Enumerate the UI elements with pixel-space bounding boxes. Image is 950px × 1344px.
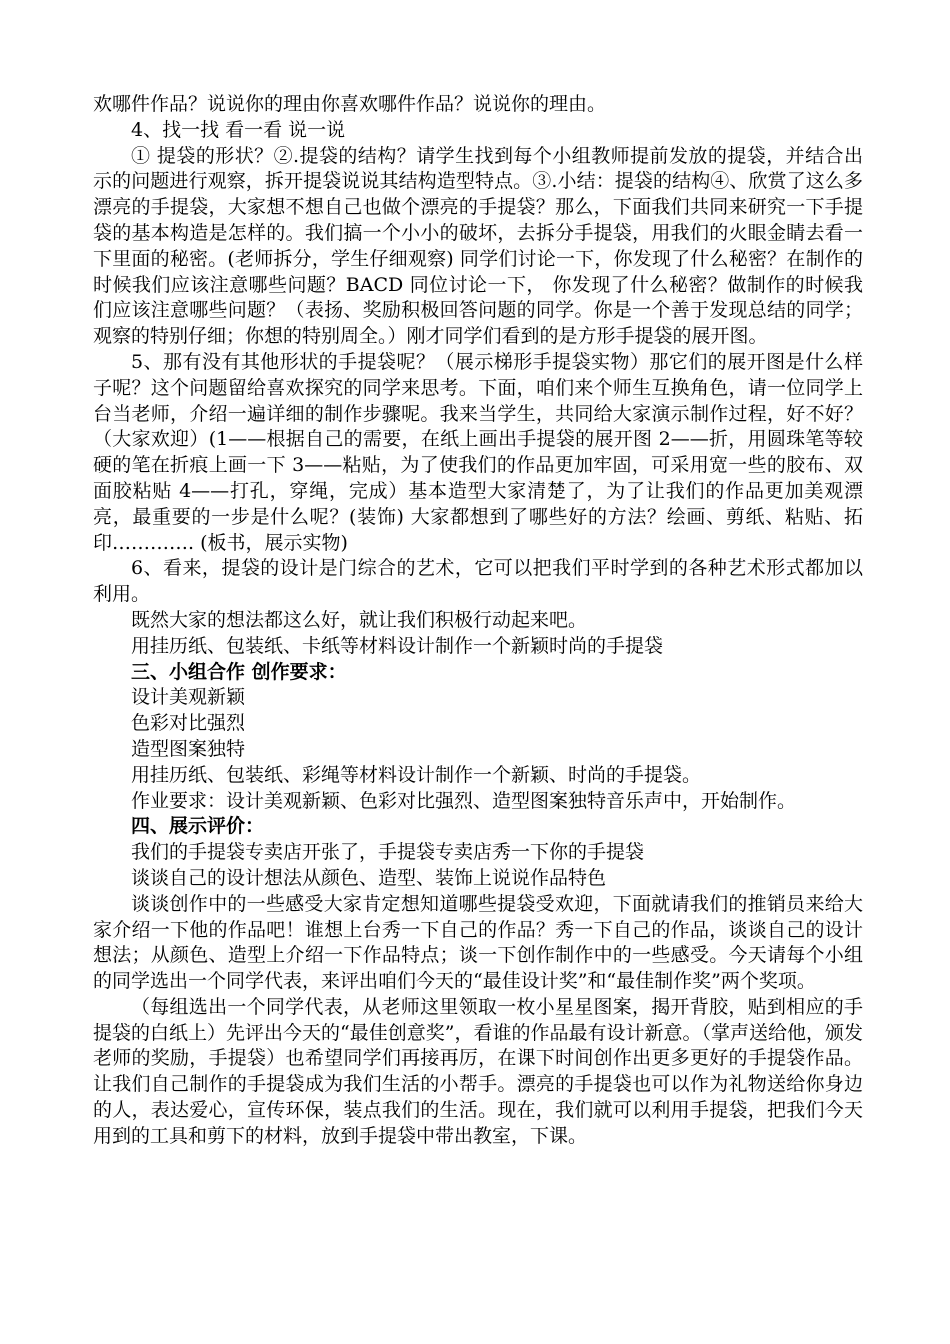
document-page [93,92,863,1150]
paragraph-awards: （每组选出一个同学代表，从老师这里领取一枚小星星图案，揭开背胶，贴到相应的手提袋的白纸上）先评出今天的“最佳创意奖”，看谁的作品最有设计新意。（掌声送给他，颁发老师的奖励，手提袋）也希望同学们再接再厉，在课下时间创作出更多更好的手提袋作品。让我们自己制作的手提袋成为我们生活的小帮手。漂亮的手提袋也可以作为礼物送给你身边的人，表达爱心，宣传环保，装点我们的生活。现在，我们就可以利用手提袋，把我们今天用到的工具和剪下的材料，放到手提袋中带出教室，下课。 [93,995,863,1147]
line-action-call: 既然大家的想法都这么好，就让我们积极行动起来吧。 [131,608,588,631]
requirement-item-2: 色彩对比强烈 [131,712,246,735]
section-heading-3: 三、小组合作 创作要求： [131,660,347,683]
evaluation-line-1: 我们的手提袋专卖店开张了，手提袋专卖店秀一下你的手提袋 [131,841,645,864]
paragraph-step-6: 6、看来，提袋的设计是门综合的艺术，它可以把我们平时学到的各种艺术形式都加以利用。 [93,557,863,606]
evaluation-line-2: 谈谈自己的设计想法从颜色、造型、装饰上说说作品特色 [131,866,607,889]
homework-requirement: 作业要求：设计美观新颖、色彩对比强烈、造型图案独特音乐声中，开始制作。 [131,789,797,812]
line-task: 用挂历纸、包装纸、卡纸等材料设计制作一个新颖时尚的手提袋 [131,634,664,657]
paragraph-bag-structure: ① 提袋的形状？②.提袋的结构？请学生找到每个小组教师提前发放的提袋，并结合出示的问题进行观察，拆开提袋说说其结构造型特点。③.小结：提袋的结构④、欣赏了这么多漂亮的手提袋，大家想不想自己也做个漂亮的手提袋？那么，下面我们共同来研究一下手提袋的基本构造是怎样的。我们搞一个小小的破坏，去拆分手提袋，用我们的火眼金睛去看一下里面的秘密。(老师拆分，学生仔细观察) 同学们讨论一下，你发现了什么秘密？在制作的时候我们应该注意哪些问题？BACD 同位讨论一下， 你发现了什么秘密？做制作的时候我们应该注意哪些问题？（表扬、奖励积极回答问题的同学。你是一个善于发现总结的同学；观察的特别仔细；你想的特别周全。）刚才同学们看到的是方形手提袋的展开图。 [93,144,863,348]
section-heading-4: 四、展示评价： [131,815,265,838]
paragraph-step-5: 5、那有没有其他形状的手提袋呢？（展示梯形手提袋实物）那它们的展开图是什么样子呢？这个问题留给喜欢探究的同学来思考。下面，咱们来个师生互换角色，请一位同学上台当老师，介绍一遍详细的制作步骤呢。我来当学生，共同给大家演示制作过程，好不好？（大家欢迎）(1——根据自己的需要，在纸上画出手提袋的展开图 2——折，用圆珠笔等较硬的笔在折痕上画一下 3——粘贴，为了使我们的作品更加牢固，可采用宽一些的胶布、双面胶粘贴 4——打孔，穿绳，完成）基本造型大家清楚了，为了让我们的作品更加美观漂亮，最重要的一步是什么呢？(装饰) 大家都想到了哪些好的方法？绘画、剪纸、粘贴、拓印…………. (板书，展示实物) [93,350,863,554]
requirement-item-3: 造型图案独特 [131,737,246,760]
paragraph-continuation: 欢哪件作品？说说你的理由你喜欢哪件作品？说说你的理由。 [93,93,607,115]
requirement-item-1: 设计美观新颖 [131,686,246,709]
paragraph-sharing: 谈谈创作中的一些感受大家肯定想知道哪些提袋受欢迎，下面就请我们的推销员来给大家介绍一下他的作品吧！谁想上台秀一下自己的作品？秀一下自己的作品，谈谈自己的设计想法；从颜色、造型上介绍一下作品特点；谈一下创作制作中的一些感受。今天请每个小组的同学选出一个同学代表，来评出咱们今天的“最佳设计奖”和“最佳制作奖”两个奖项。 [93,892,863,993]
step-4-heading: 4、找一找 看一看 说一说 [131,118,346,141]
requirement-item-4: 用挂历纸、包装纸、彩绳等材料设计制作一个新颖、时尚的手提袋。 [131,763,702,786]
